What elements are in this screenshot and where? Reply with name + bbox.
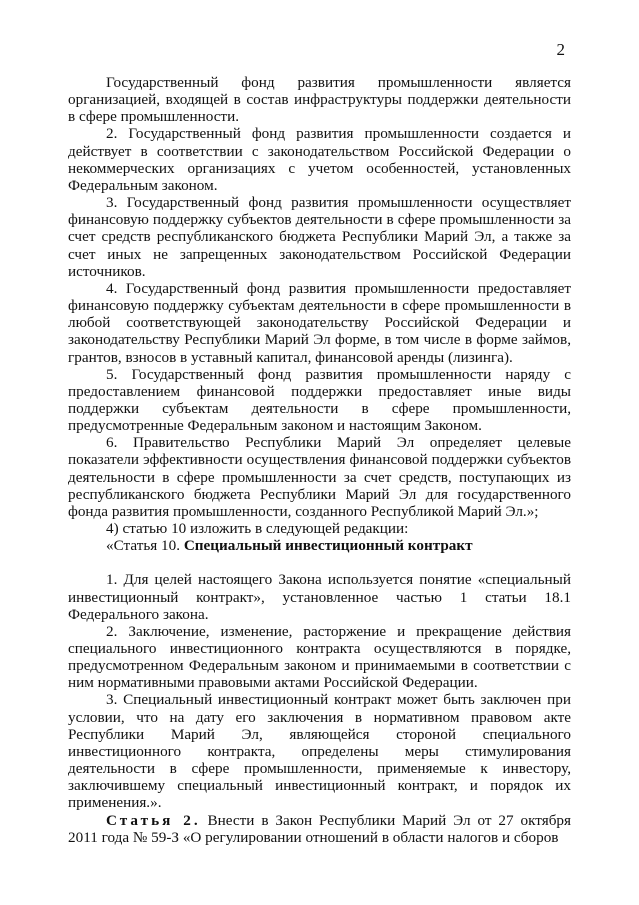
paragraph-item-3: 3. Государственный фонд развития промышленности осуществляет финансовую поддержку субъектов деятельности в сфере промышленности за счет средств республиканского бюджета Республики Марий Эл, а также за счет иных не запрещенных законодательством Российской Федерации источников. [68,194,571,280]
article-10-item-3: 3. Специальный инвестиционный контракт может быть заключен при условии, что на дату его заключения в нормативном правовом акте Республики Марий Эл, являющейся стороной специального инвестиционного контракта, определены меры стимулирования деятельности в сфере промышленности, применяемые к инвестору, заключившему специальный инвестиционный контракт, и порядок их применения.». [68,691,571,812]
paragraph-item-6: 6. Правительство Республики Марий Эл определяет целевые показатели эффективности осуществления финансовой поддержки субъектов деятельности в сфере промышленности за счет средств, поступающих из республиканского бюджета Республики Марий Эл для государственного фонда развития промышленности, созданного Республикой Марий Эл.»; [68,434,571,520]
article-10-prefix: «Статья 10. [106,537,184,555]
spacer [68,554,571,571]
article-10-item-2: 2. Заключение, изменение, расторжение и прекращение действия специального инвестиционного контракта осуществляются в порядке, предусмотренном Федеральным законом и принимаемыми в соответствии с ним нормативными правовыми актами Российской Федерации. [68,622,571,692]
article-2-text: Внести в Закон Республики Марий Эл от 27 октября 2011 года № 59-З «О регулировании отношений в области налогов и сборов [68,811,572,846]
article-10-item-1: 1. Для целей настоящего Закона используется понятие «специальный инвестиционный контракт», установленное частью 1 статьи 18.1 Федерального закона. [68,571,571,623]
document-body [68,74,571,846]
page-number: 2 [556,40,565,59]
paragraph-item-2: 2. Государственный фонд развития промышленности создается и действует в соответствии с законодательством Российской Федерации о некоммерческих организациях с учетом особенностей, установленных Федеральным законом. [68,125,571,194]
paragraph-item-4: 4. Государственный фонд развития промышленности предоставляет финансовую поддержку субъектам деятельности в сфере промышленности в любой соответствующей законодательству Российской Федерации и законодательству Республики Марий Эл форме, в том числе в форме займов, грантов, взносов в уставный капитал, финансовой аренды (лизинга). [68,279,571,366]
paragraph-fund-definition: Государственный фонд развития промышленности является организацией, входящей в состав инфраструктуры поддержки деятельности в сфере промышленности. [68,74,571,126]
paragraph-item-5: 5. Государственный фонд развития промышленности наряду с предоставлением финансовой поддержки предоставляет иные виды поддержки субъектам деятельности в сфере промышленности, предусмотренные Федеральным законом и настоящим Законом. [68,365,571,435]
article-2-label: Статья 2. [106,811,201,829]
article-2-paragraph [68,812,571,846]
article-10-title: Специальный инвестиционный контракт [183,537,473,555]
article-10-heading [68,537,571,554]
paragraph-amendment-intro: 4) статью 10 изложить в следующей редакции: [106,520,409,538]
